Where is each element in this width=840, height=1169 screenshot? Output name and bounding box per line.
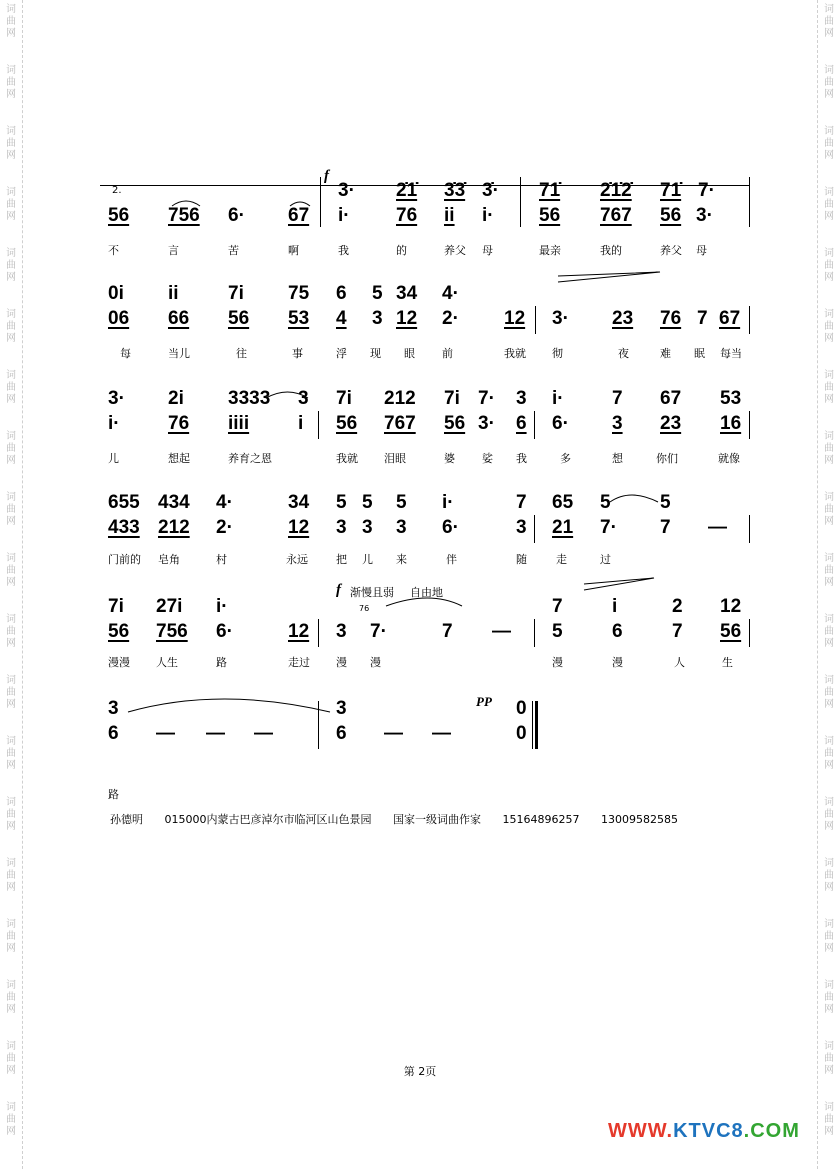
note: 56 <box>336 413 358 434</box>
lyric: 村 <box>216 553 227 566</box>
author-name: 孙德明 <box>110 813 143 826</box>
note: 7i <box>336 388 352 409</box>
note: 66 <box>168 308 190 329</box>
note: i· <box>338 205 350 226</box>
note: 434 <box>158 492 190 513</box>
watermark-text: 词曲网 <box>824 1102 834 1137</box>
lyric: 我的 <box>600 244 622 257</box>
watermark-text: 词曲网 <box>824 614 834 649</box>
note: 3· <box>552 308 569 329</box>
note: 2· <box>216 517 233 538</box>
note: 4· <box>216 492 233 513</box>
watermark-text: 词曲网 <box>824 797 834 832</box>
phone-1: 15164896257 <box>502 813 580 826</box>
note: 5 <box>600 492 611 513</box>
note: 7 <box>660 517 671 538</box>
note: 3 <box>336 517 347 538</box>
lower-voice <box>100 517 750 543</box>
watermark-text: 词曲网 <box>6 65 16 100</box>
note: 71̇ <box>539 180 561 201</box>
watermark-text: 词曲网 <box>6 431 16 466</box>
lyric: 不 <box>108 244 119 257</box>
watermark-text: 词曲网 <box>6 187 16 222</box>
note: 3 <box>516 517 527 538</box>
note: — <box>254 723 273 744</box>
note: i· <box>482 205 494 226</box>
note: 0 <box>516 698 527 719</box>
note: 06 <box>108 308 130 329</box>
lyric: 前 <box>442 347 453 360</box>
watermark-text: 词曲网 <box>824 65 834 100</box>
note: 7· <box>478 388 495 409</box>
lyric: 走 <box>556 553 567 566</box>
watermark-text: 词曲网 <box>824 4 834 39</box>
note: 5 <box>336 492 347 513</box>
note: — <box>432 723 451 744</box>
note: 6· <box>552 413 569 434</box>
phone-2: 13009582585 <box>600 813 678 826</box>
note: 212 <box>384 388 416 409</box>
lyric: 我就 <box>336 452 358 465</box>
barline <box>520 177 521 227</box>
watermark-text: 词曲网 <box>6 126 16 161</box>
note: i· <box>108 413 120 434</box>
page-number: 第 2页 <box>403 1065 437 1078</box>
note: 3̇3̇ <box>444 180 466 201</box>
note: 7 <box>442 621 453 642</box>
note: i· <box>216 596 228 617</box>
note: 655 <box>108 492 140 513</box>
lyric: 娑 <box>482 452 493 465</box>
decrescendo-hairpin <box>584 578 654 590</box>
lyric: 儿 <box>362 553 373 566</box>
note: 767 <box>384 413 416 434</box>
watermark-text: 词曲网 <box>824 126 834 161</box>
lyrics-line <box>100 656 750 682</box>
tempo-direction-free: 自由地 <box>410 586 443 599</box>
lyrics-line <box>100 244 750 270</box>
note: 3333 <box>228 388 271 409</box>
watermark-text: 词曲网 <box>824 553 834 588</box>
lyric: 儿 <box>108 452 119 465</box>
note: 4· <box>442 283 459 304</box>
lyric: 路 <box>108 788 119 801</box>
note: 56 <box>108 621 130 642</box>
note: 5 <box>660 492 671 513</box>
upper-voice <box>100 283 750 309</box>
watermark-text: 词曲网 <box>6 1041 16 1076</box>
lyric: 门前的 <box>108 553 141 566</box>
note: 76 <box>660 308 682 329</box>
note: 23 <box>612 308 634 329</box>
watermark-text: 词曲网 <box>824 309 834 344</box>
watermark-text: 词曲网 <box>6 614 16 649</box>
note: i· <box>442 492 454 513</box>
watermark-text: 词曲网 <box>6 1102 16 1137</box>
note: 3 <box>396 517 407 538</box>
note: — <box>492 621 511 642</box>
lyric: 漫 <box>552 656 563 669</box>
note: 23 <box>660 413 682 434</box>
note: 3· <box>478 413 495 434</box>
author-address: 015000内蒙古巴彦淖尔市临河区山色景园 <box>164 813 372 826</box>
site-logo-suffix: .COM <box>743 1120 800 1142</box>
note: 3· <box>108 388 125 409</box>
lyric: 把 <box>336 553 347 566</box>
note: — <box>156 723 175 744</box>
watermark-text: 词曲网 <box>824 980 834 1015</box>
lyric: 的 <box>396 244 407 257</box>
note: 34 <box>396 283 418 304</box>
note: 76 <box>168 413 190 434</box>
note: 3 <box>516 388 527 409</box>
tempo-direction: 渐慢且弱 <box>350 586 394 599</box>
note: 7· <box>370 621 387 642</box>
lyric: 浮 <box>336 347 347 360</box>
barline <box>534 515 535 543</box>
lyrics-line <box>100 347 750 373</box>
note: 2 <box>672 596 683 617</box>
upper-voice <box>100 698 750 724</box>
lyric: 最亲 <box>539 244 561 257</box>
lyric: 现 <box>370 347 381 360</box>
note: 3 <box>108 698 119 719</box>
note: 6· <box>228 205 245 226</box>
watermark-text: 词曲网 <box>6 553 16 588</box>
barline <box>320 177 321 227</box>
barline <box>534 411 535 439</box>
watermark-text: 词曲网 <box>824 248 834 283</box>
lyric: 想起 <box>168 452 190 465</box>
note: 7 <box>612 388 623 409</box>
note: 7· <box>600 517 617 538</box>
watermark-text: 词曲网 <box>6 492 16 527</box>
barline <box>534 619 535 647</box>
note: iiii <box>228 413 250 434</box>
note: 756 <box>156 621 188 642</box>
note: 12 <box>396 308 418 329</box>
note: 21 <box>552 517 574 538</box>
lyric: 养育之恩 <box>228 452 272 465</box>
note: ii <box>168 283 179 304</box>
watermark-text: 词曲网 <box>824 1041 834 1076</box>
note: 7 <box>516 492 527 513</box>
lyric: 夜 <box>618 347 629 360</box>
note: 0 <box>516 723 527 744</box>
lyric: 我就 <box>504 347 526 360</box>
note: 56 <box>228 308 250 329</box>
note: 75 <box>288 283 310 304</box>
note: 6 <box>516 413 527 434</box>
lyric: 漫漫 <box>108 656 130 669</box>
note: 7i <box>444 388 460 409</box>
note: 12 <box>504 308 526 329</box>
note: 756 <box>168 205 200 226</box>
note: 6· <box>216 621 233 642</box>
lyric: 母 <box>482 244 493 257</box>
note: i <box>298 413 304 434</box>
barline <box>749 306 750 334</box>
note: 76 <box>396 205 418 226</box>
lyric: 眠 <box>694 347 705 360</box>
note: 6· <box>442 517 459 538</box>
watermark-text: 词曲网 <box>824 431 834 466</box>
note: 3 <box>612 413 623 434</box>
upper-voice <box>100 492 750 518</box>
site-logo-prefix: WWW. <box>608 1120 674 1142</box>
note: 433 <box>108 517 140 538</box>
lyric: 想 <box>612 452 623 465</box>
lyrics-line <box>100 452 750 478</box>
note: — <box>384 723 403 744</box>
author-footer <box>110 811 696 827</box>
watermark-text: 词曲网 <box>6 370 16 405</box>
lyric: 伴 <box>446 553 457 566</box>
decrescendo-hairpin <box>558 272 660 282</box>
note: 53 <box>720 388 742 409</box>
barline <box>749 411 750 439</box>
note: 3̇· <box>482 180 499 201</box>
watermark-text: 词曲网 <box>6 858 16 893</box>
watermark-text: 词曲网 <box>824 858 834 893</box>
watermark-text: 词曲网 <box>6 797 16 832</box>
note: 3 <box>298 388 309 409</box>
watermark-text: 词曲网 <box>6 248 16 283</box>
lyric: 人 <box>674 656 685 669</box>
lyric: 每 <box>120 347 131 360</box>
lyric: 事 <box>292 347 303 360</box>
barline <box>749 515 750 543</box>
lyric: 彻 <box>552 347 563 360</box>
note: 3 <box>336 698 347 719</box>
note: 12 <box>288 621 310 642</box>
note: 7i <box>108 596 124 617</box>
final-barline-thin <box>532 701 533 749</box>
barline <box>318 701 319 749</box>
lower-voice <box>100 621 750 647</box>
lower-voice <box>100 413 750 439</box>
note: 5 <box>372 283 383 304</box>
author-title: 国家一级词曲作家 <box>393 813 481 826</box>
lyric: 走过 <box>288 656 310 669</box>
lyric: 养父 <box>444 244 466 257</box>
lyrics-line <box>100 553 750 579</box>
note: 5 <box>552 621 563 642</box>
note: 71̇ <box>660 180 682 201</box>
lyric: 永远 <box>286 553 308 566</box>
lyric: 往 <box>236 347 247 360</box>
note: 5 <box>362 492 373 513</box>
lyric: 养父 <box>660 244 682 257</box>
lyric: 漫 <box>370 656 381 669</box>
note: 2· <box>442 308 459 329</box>
note: 7 <box>552 596 563 617</box>
watermark-text: 词曲网 <box>6 4 16 39</box>
lyric: 苦 <box>228 244 239 257</box>
watermark-text: 词曲网 <box>824 187 834 222</box>
note: 56 <box>444 413 466 434</box>
lyric: 我 <box>338 244 349 257</box>
note: 6 <box>108 723 119 744</box>
note: 0i <box>108 283 124 304</box>
note: 767 <box>600 205 632 226</box>
barline <box>318 619 319 647</box>
note: 16 <box>720 413 742 434</box>
note: i· <box>552 388 564 409</box>
note: i <box>612 596 618 617</box>
lyric: 漫 <box>336 656 347 669</box>
watermark-text: 词曲网 <box>824 492 834 527</box>
dynamic-mark: PP <box>476 694 492 709</box>
lyric: 难 <box>660 347 671 360</box>
dynamic-mark: f <box>336 582 341 598</box>
lyric: 啊 <box>288 244 299 257</box>
note: 12 <box>720 596 742 617</box>
lyric: 皂角 <box>158 553 180 566</box>
watermark-text: 词曲网 <box>824 736 834 771</box>
note: 3 <box>362 517 373 538</box>
note: 2̇1̇2̇ <box>600 180 632 201</box>
note: — <box>708 517 727 538</box>
note: 2i <box>168 388 184 409</box>
note: 34 <box>288 492 310 513</box>
lyric: 生 <box>722 656 733 669</box>
note: 56 <box>539 205 561 226</box>
lyric: 就像 <box>718 452 740 465</box>
lyric: 我 <box>516 452 527 465</box>
lyric: 来 <box>396 553 407 566</box>
note: 2̇1̇ <box>396 180 418 201</box>
upper-voice <box>100 596 750 622</box>
barline <box>749 619 750 647</box>
lyric: 漫 <box>612 656 623 669</box>
note: 7 <box>697 308 708 329</box>
lower-voice <box>100 723 750 749</box>
note: 67 <box>288 205 310 226</box>
lyric: 你们 <box>656 452 678 465</box>
lyric: 当儿 <box>168 347 190 360</box>
lyric: 路 <box>216 656 227 669</box>
note: 56 <box>108 205 130 226</box>
grace-notes: 76 <box>359 604 370 613</box>
note: 56 <box>720 621 742 642</box>
lyric: 婆 <box>444 452 455 465</box>
dynamic-mark: f <box>324 168 329 184</box>
lyric: 过 <box>600 553 611 566</box>
lyric: 多 <box>560 452 571 465</box>
note: 6 <box>336 283 347 304</box>
lyric: 每当 <box>720 347 742 360</box>
note: 67 <box>719 308 741 329</box>
lower-voice <box>100 308 750 334</box>
barline <box>318 411 319 439</box>
note: 212 <box>158 517 190 538</box>
upper-voice <box>100 180 750 206</box>
watermark-text: 词曲网 <box>6 736 16 771</box>
watermark-text: 词曲网 <box>6 980 16 1015</box>
note: 67 <box>660 388 682 409</box>
note: 53 <box>288 308 310 329</box>
note: ii <box>444 205 455 226</box>
barline <box>535 306 536 334</box>
final-barline-thick <box>535 701 538 749</box>
note: 6 <box>612 621 623 642</box>
lyric: 母 <box>696 244 707 257</box>
note: — <box>206 723 225 744</box>
lyric: 随 <box>516 553 527 566</box>
watermark-text: 词曲网 <box>6 309 16 344</box>
barline <box>749 177 750 227</box>
lyric: 眼 <box>404 347 415 360</box>
note: 27i <box>156 596 183 617</box>
site-logo-name: KTVC8 <box>673 1120 744 1142</box>
note: 7· <box>698 180 715 201</box>
lyric: 泪眼 <box>384 452 406 465</box>
lower-voice <box>100 205 750 231</box>
lyric: 人生 <box>156 656 178 669</box>
note: 6 <box>336 723 347 744</box>
note: 7 <box>672 621 683 642</box>
note: 7i <box>228 283 244 304</box>
watermark-text: 词曲网 <box>824 919 834 954</box>
watermark-text: 词曲网 <box>824 370 834 405</box>
note: 3 <box>372 308 383 329</box>
note: 65 <box>552 492 574 513</box>
note: 3 <box>336 621 347 642</box>
site-logo <box>608 1120 800 1143</box>
note: 3· <box>338 180 355 201</box>
watermark-text: 词曲网 <box>824 675 834 710</box>
note: 4 <box>336 308 347 329</box>
note: 12 <box>288 517 310 538</box>
watermark-text: 词曲网 <box>6 675 16 710</box>
lyric: 言 <box>168 244 179 257</box>
note: 3· <box>696 205 713 226</box>
watermark-text: 词曲网 <box>6 919 16 954</box>
upper-voice <box>100 388 750 414</box>
volta-mark: 2. <box>112 185 122 196</box>
note: 56 <box>660 205 682 226</box>
note: 5 <box>396 492 407 513</box>
